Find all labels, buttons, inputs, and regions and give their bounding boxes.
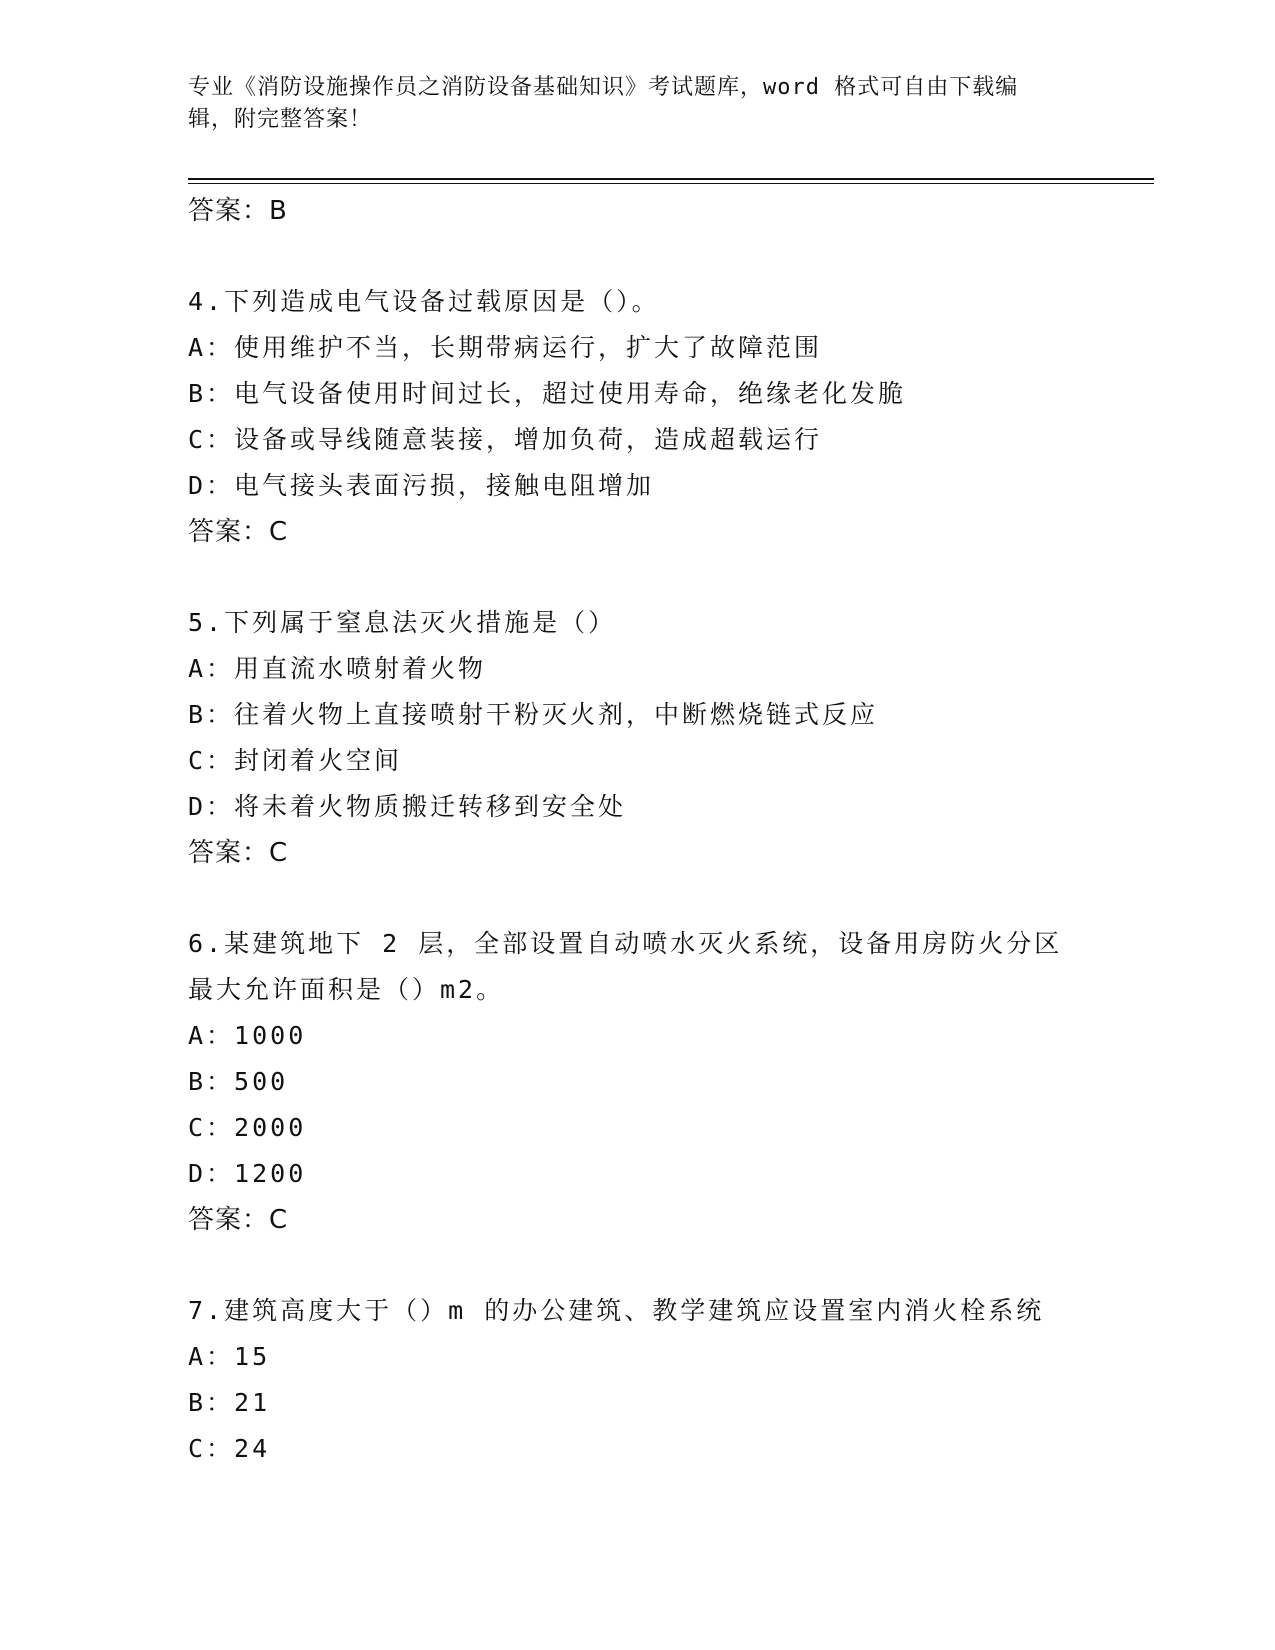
option-a: A：1000	[188, 1021, 307, 1050]
option-b: B：21	[188, 1388, 271, 1417]
spacer	[188, 234, 1088, 279]
question-block	[188, 279, 1088, 555]
question-stem: 4.下列造成电气设备过载原因是（）。	[188, 287, 660, 316]
option-c: C：2000	[188, 1113, 307, 1142]
option-d: D：将未着火物质搬迁转移到安全处	[188, 792, 627, 821]
question-block	[188, 600, 1088, 876]
question-stem-line-2: 最大允许面积是（）m2。	[188, 975, 505, 1004]
option-a: A：15	[188, 1342, 271, 1371]
option-b: B：500	[188, 1067, 289, 1096]
question-block	[188, 1288, 1088, 1472]
answer-line: 答案：B	[188, 196, 288, 226]
option-d: D：电气接头表面污损，接触电阻增加	[188, 471, 655, 500]
question-list	[188, 188, 1088, 1472]
option-b: B：往着火物上直接喷射干粉灭火剂，中断燃烧链式反应	[188, 700, 879, 729]
answer-line: 答案：C	[188, 517, 289, 547]
spacer	[188, 876, 1088, 921]
option-a: A：使用维护不当，长期带病运行，扩大了故障范围	[188, 333, 823, 362]
header-divider-thick	[188, 178, 1154, 180]
option-b: B：电气设备使用时间过长，超过使用寿命，绝缘老化发脆	[188, 379, 907, 408]
spacer	[188, 555, 1088, 600]
option-c: C：设备或导线随意装接，增加负荷，造成超载运行	[188, 425, 823, 454]
option-c: C：封闭着火空间	[188, 746, 403, 775]
question-stem: 5.下列属于窒息法灭火措施是（）	[188, 608, 617, 637]
option-c: C：24	[188, 1434, 271, 1463]
question-stem-line-1: 6.某建筑地下 2 层，全部设置自动喷水灭火系统，设备用房防火分区	[188, 929, 1063, 958]
header-line-1: 专业《消防设施操作员之消防设备基础知识》考试题库，word 格式可自由下载编	[188, 75, 1019, 100]
question-block	[188, 921, 1088, 1243]
answer-line: 答案：C	[188, 838, 289, 868]
header-divider-thin	[188, 183, 1154, 184]
answer-line: 答案：C	[188, 1205, 289, 1235]
spacer	[188, 1243, 1088, 1288]
header-line-2: 辑，附完整答案！	[188, 107, 373, 132]
question-stem: 7.建筑高度大于（）m 的办公建筑、教学建筑应设置室内消火栓系统	[188, 1296, 1045, 1325]
option-a: A：用直流水喷射着火物	[188, 654, 487, 683]
page-header	[188, 72, 1068, 136]
option-d: D：1200	[188, 1159, 307, 1188]
